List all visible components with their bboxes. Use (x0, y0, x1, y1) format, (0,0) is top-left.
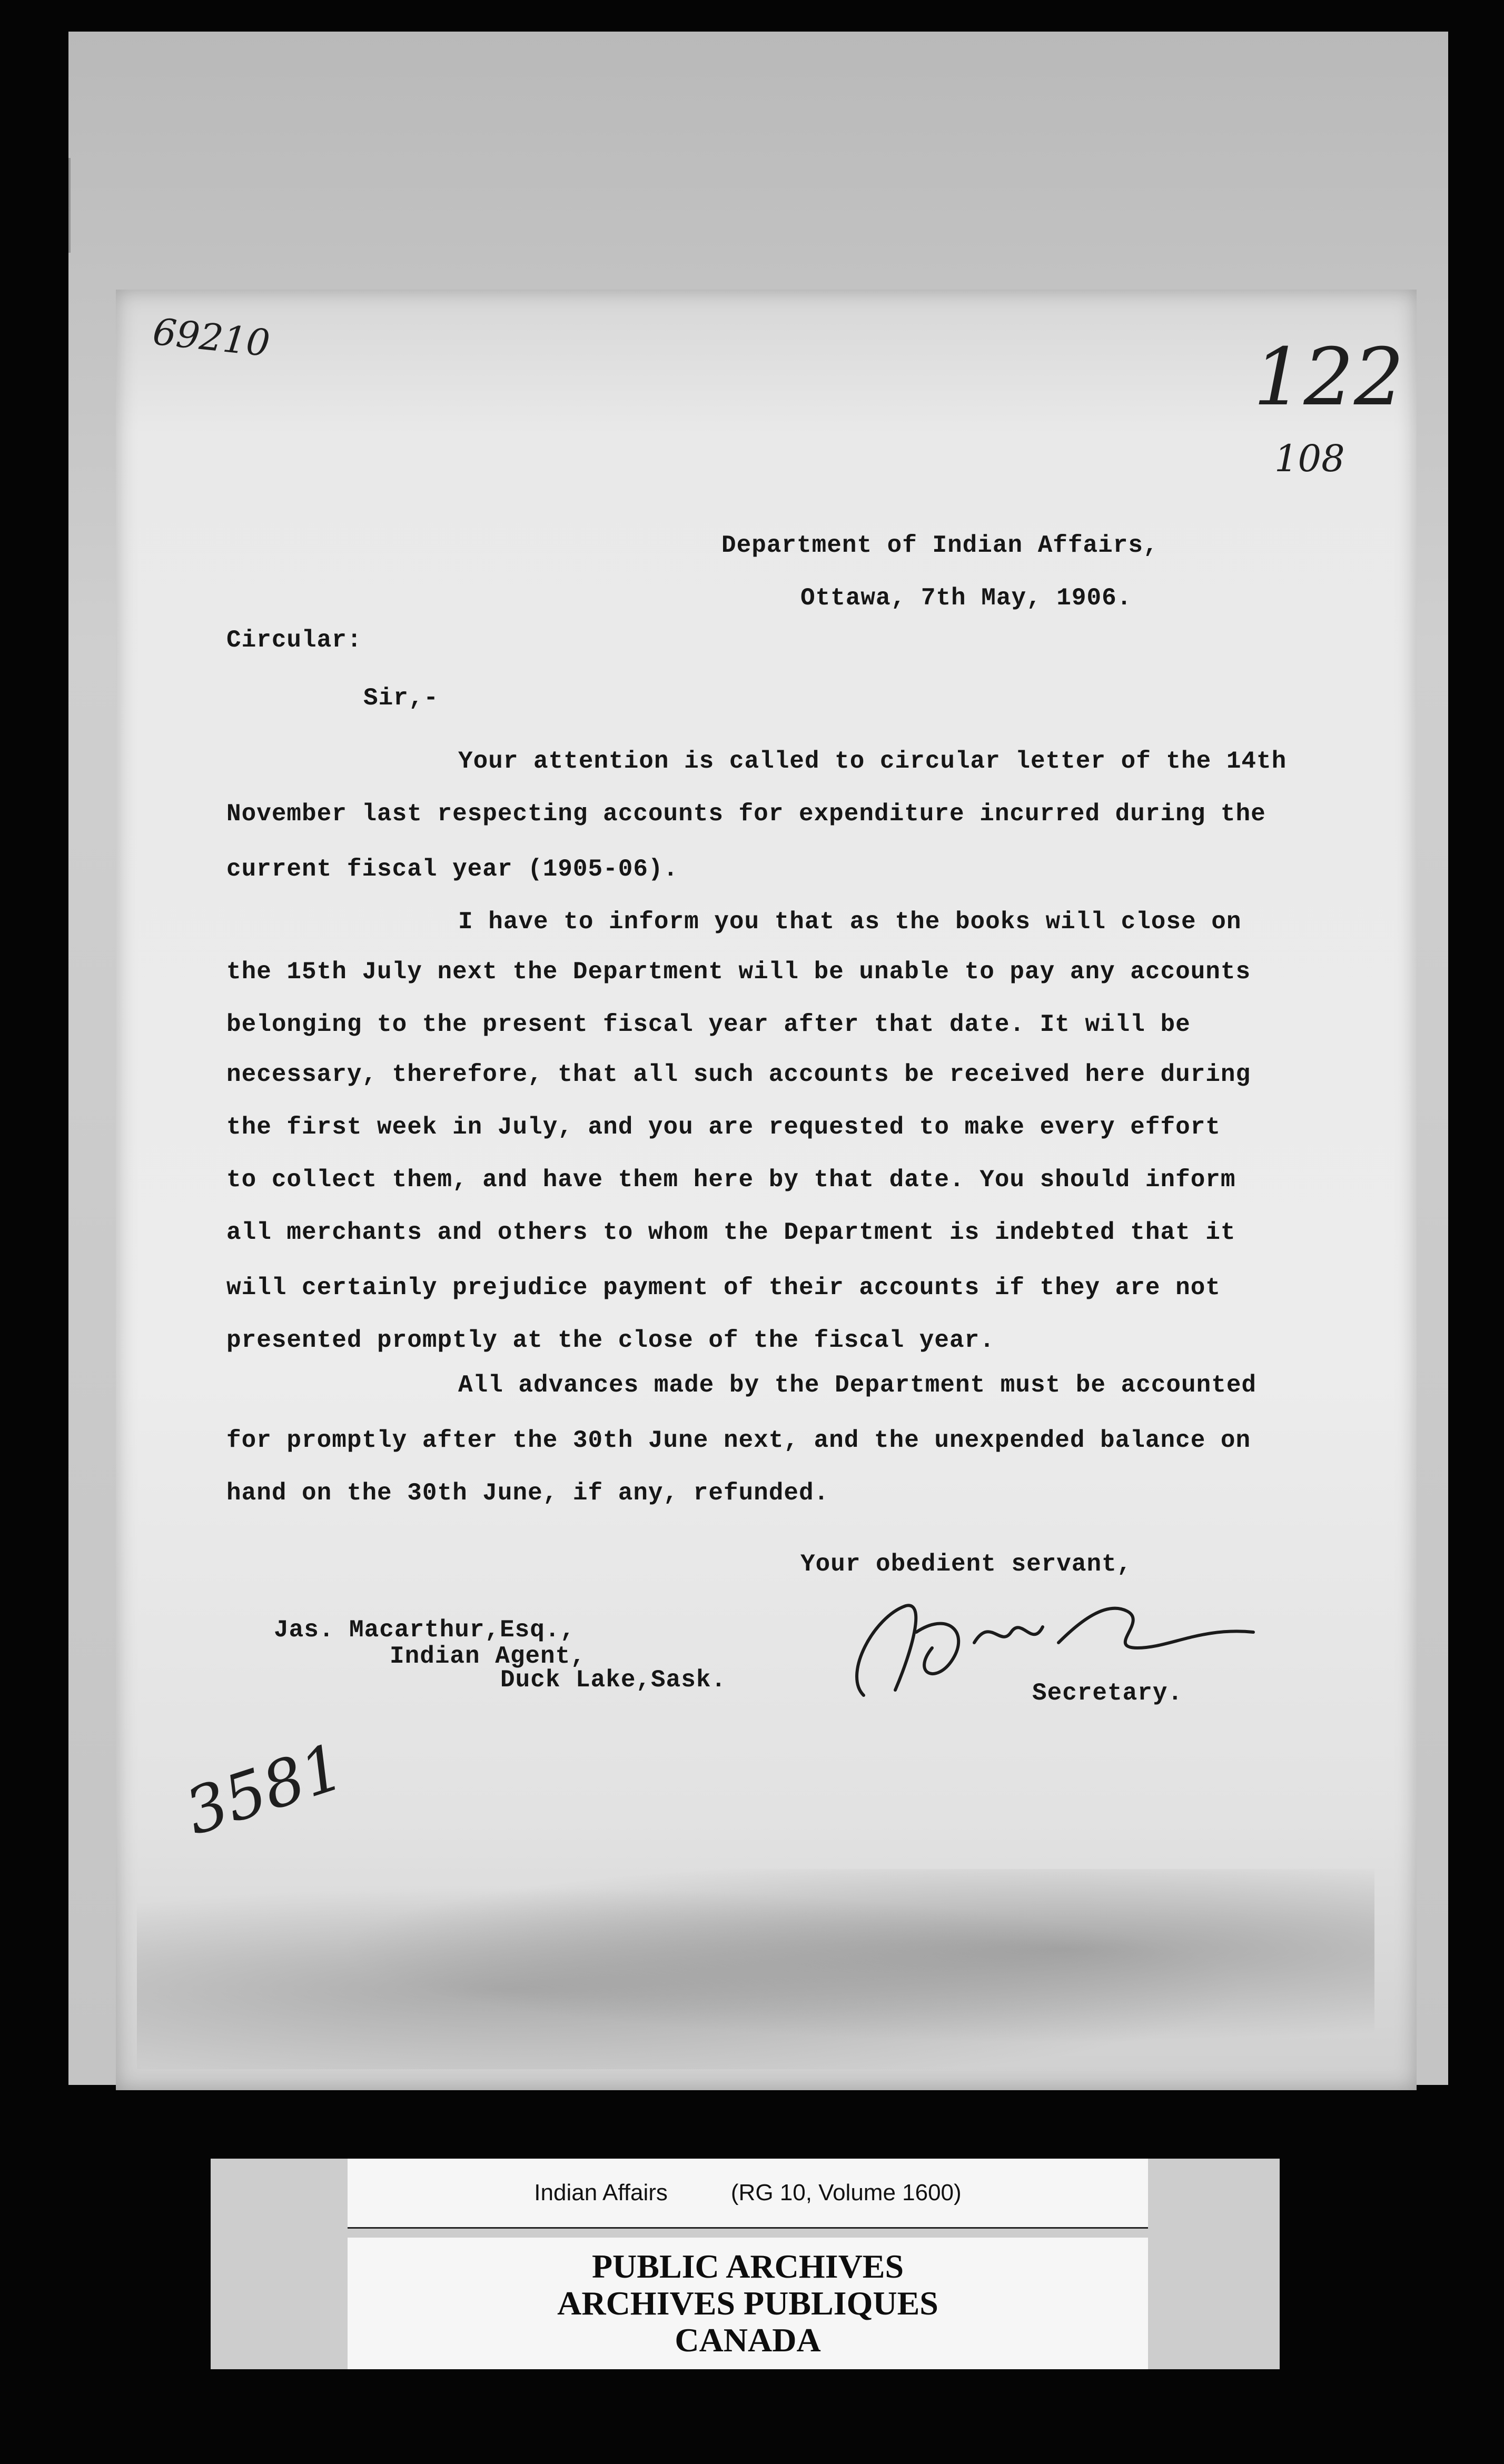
body-line: All advances made by the Department must be accounted (458, 1372, 1257, 1399)
addressee-location: Duck Lake,Sask. (500, 1666, 727, 1694)
body-line: all merchants and others to whom the Department is indebted that it (226, 1219, 1236, 1246)
body-line: Your attention is called to circular letter of the 14th (458, 748, 1287, 775)
page-smudge (137, 1869, 1374, 2069)
stamp-line: CANADA (675, 2321, 821, 2359)
body-line: the 15th July next the Department will be unable to pay any accounts (226, 958, 1251, 986)
body-line: presented promptly at the close of the fiscal year. (226, 1327, 995, 1354)
body-line: November last respecting accounts for expenditure incurred during the (226, 800, 1266, 828)
body-line: to collect them, and have them here by that date. You should inform (226, 1166, 1236, 1194)
body-line: I have to inform you that as the books will close on (458, 908, 1242, 936)
annotation-file-number: 69210 (151, 310, 272, 365)
salutation: Sir,- (363, 684, 439, 712)
closing: Your obedient servant, (800, 1551, 1132, 1578)
body-line: belonging to the present fiscal year after that date. It will be (226, 1011, 1191, 1038)
addressee-name: Jas. Macarthur,Esq., (274, 1616, 576, 1644)
archive-caption (348, 2159, 1148, 2229)
annotation-page-number: 122 (1253, 332, 1404, 423)
back-sheet-mark (68, 158, 113, 253)
body-line: the first week in July, and you are requested to make every effort (226, 1114, 1221, 1141)
body-line: for promptly after the 30th June next, and the unexpended balance on (226, 1427, 1251, 1454)
stamp-line: PUBLIC ARCHIVES (591, 2248, 904, 2285)
annotation-folio-number: 108 (1274, 437, 1345, 480)
annotation-margin-number: 3581 (176, 1730, 353, 1850)
archive-stamp (348, 2238, 1148, 2369)
signature-title: Secretary. (1032, 1680, 1183, 1707)
addressee-position: Indian Agent, (390, 1643, 586, 1670)
body-line: will certainly prejudice payment of their accounts if they are not (226, 1274, 1221, 1301)
body-line: hand on the 30th June, if any, refunded. (226, 1479, 829, 1507)
caption-reference: (RG 10, Volume 1600) (730, 2180, 962, 2205)
stamp-line: ARCHIVES PUBLIQUES (557, 2284, 938, 2322)
header-date: Ottawa, 7th May, 1906. (800, 584, 1132, 612)
body-line: current fiscal year (1905-06). (226, 856, 679, 883)
header-department: Department of Indian Affairs, (721, 532, 1159, 559)
circular-label: Circular: (226, 627, 362, 654)
body-line: necessary, therefore, that all such accounts be received here during (226, 1061, 1251, 1088)
caption-collection: Indian Affairs (534, 2180, 668, 2205)
